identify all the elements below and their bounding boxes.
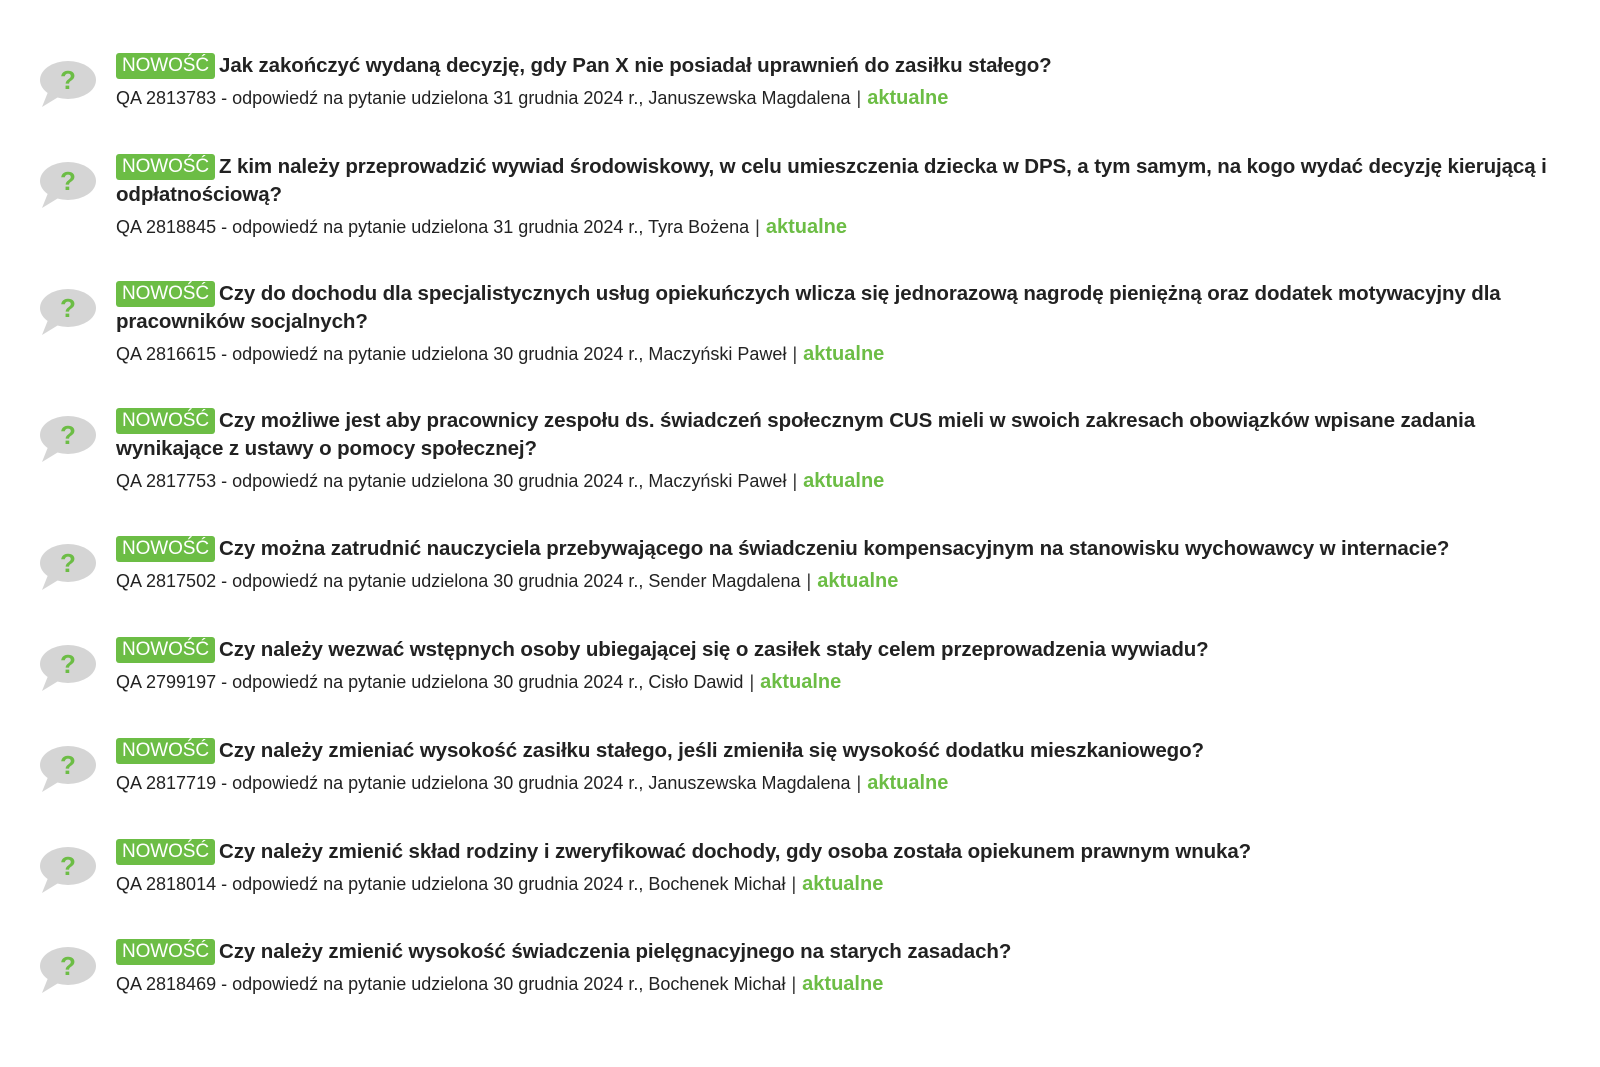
qa-body bbox=[116, 838, 1580, 897]
question-title-link[interactable] bbox=[116, 52, 1580, 80]
question-title-link[interactable] bbox=[116, 280, 1580, 336]
new-badge: NOWOŚĆ bbox=[116, 839, 215, 865]
new-badge: NOWOŚĆ bbox=[116, 939, 215, 965]
new-badge: NOWOŚĆ bbox=[116, 408, 215, 434]
question-title-link[interactable] bbox=[116, 737, 1580, 765]
meta-separator: | bbox=[806, 571, 812, 591]
svg-text:?: ? bbox=[60, 293, 76, 323]
question-title-text[interactable]: Czy można zatrudnić nauczyciela przebywającego na świadczeniu kompensacyjnym na stanowisku wychowawcy w internacie? bbox=[219, 537, 1450, 560]
question-title-text[interactable]: Czy możliwe jest aby pracownicy zespołu ds. świadczeń społecznym CUS mieli w swoich zakresach obowiązków wpisane zadania wynikające z ustawy o pomocy społecznej? bbox=[116, 409, 1475, 460]
answer-meta-text: QA 2818014 - odpowiedź na pytanie udzielona 30 grudnia 2024 r., Bochenek Michał bbox=[116, 874, 786, 894]
svg-text:?: ? bbox=[60, 420, 76, 450]
status-link[interactable]: aktualne bbox=[867, 772, 949, 794]
answer-meta-text: QA 2818845 - odpowiedź na pytanie udzielona 31 grudnia 2024 r., Tyra Bożena bbox=[116, 217, 750, 237]
question-title-text[interactable]: Czy należy zmienić wysokość świadczenia pielęgnacyjnego na starych zasadach? bbox=[219, 940, 1012, 963]
new-badge: NOWOŚĆ bbox=[116, 53, 215, 79]
answer-meta-text: QA 2818469 - odpowiedź na pytanie udzielona 30 grudnia 2024 r., Bochenek Michał bbox=[116, 974, 786, 994]
question-bubble-icon bbox=[38, 944, 100, 998]
new-badge: NOWOŚĆ bbox=[116, 637, 215, 663]
answer-meta bbox=[116, 341, 1580, 367]
meta-separator: | bbox=[792, 471, 798, 491]
status-link[interactable]: aktualne bbox=[803, 470, 885, 492]
meta-separator: | bbox=[755, 217, 760, 237]
svg-text:?: ? bbox=[60, 548, 76, 578]
question-title-text[interactable]: Z kim należy przeprowadzić wywiad środowiskowy, w celu umieszczenia dziecka w DPS, a tym samym, na kogo wydać decyzję kierującą i odpłatnościową? bbox=[116, 155, 1547, 206]
qa-body bbox=[116, 938, 1580, 997]
question-bubble-icon bbox=[38, 642, 100, 696]
meta-separator: | bbox=[856, 88, 862, 108]
svg-text:?: ? bbox=[60, 649, 76, 679]
question-bubble-icon bbox=[38, 541, 100, 595]
answer-meta-text: QA 2817502 - odpowiedź na pytanie udzielona 30 grudnia 2024 r., Sender Magdalena bbox=[116, 571, 801, 591]
new-badge: NOWOŚĆ bbox=[116, 536, 215, 562]
question-bubble-icon bbox=[38, 743, 100, 797]
answer-meta bbox=[116, 871, 1580, 897]
meta-separator: | bbox=[791, 874, 797, 894]
meta-separator: | bbox=[791, 974, 797, 994]
question-title-link[interactable] bbox=[116, 636, 1580, 664]
answer-meta bbox=[116, 669, 1580, 695]
status-link[interactable]: aktualne bbox=[817, 570, 899, 592]
question-title-link[interactable] bbox=[116, 838, 1580, 866]
status-link[interactable]: aktualne bbox=[765, 216, 847, 238]
question-title-text[interactable]: Czy należy zmienić skład rodziny i zweryfikować dochody, gdy osoba została opiekunem prawnym wnuka? bbox=[219, 840, 1252, 863]
qa-body bbox=[116, 52, 1580, 111]
new-badge: NOWOŚĆ bbox=[116, 281, 215, 307]
answer-meta bbox=[116, 568, 1580, 594]
answer-meta-text: QA 2813783 - odpowiedź na pytanie udzielona 31 grudnia 2024 r., Januszewska Magdalena bbox=[116, 88, 851, 108]
qa-body bbox=[116, 153, 1580, 240]
answer-meta-text: QA 2816615 - odpowiedź na pytanie udzielona 30 grudnia 2024 r., Maczyński Paweł bbox=[116, 344, 787, 364]
meta-separator: | bbox=[749, 672, 755, 692]
status-link[interactable]: aktualne bbox=[802, 973, 884, 995]
status-link[interactable]: aktualne bbox=[760, 671, 842, 693]
svg-text:?: ? bbox=[60, 951, 76, 981]
svg-text:?: ? bbox=[60, 65, 76, 95]
question-title-text[interactable]: Jak zakończyć wydaną decyzję, gdy Pan X nie posiadał uprawnień do zasiłku stałego? bbox=[219, 54, 1052, 77]
status-link[interactable]: aktualne bbox=[803, 343, 885, 365]
status-link[interactable]: aktualne bbox=[802, 873, 884, 895]
question-title-text[interactable]: Czy należy zmieniać wysokość zasiłku stałego, jeśli zmieniła się wysokość dodatku mieszkaniowego? bbox=[219, 739, 1204, 762]
svg-text:?: ? bbox=[60, 750, 76, 780]
question-title-link[interactable] bbox=[116, 407, 1580, 463]
question-bubble-icon bbox=[38, 413, 100, 467]
answer-meta bbox=[116, 770, 1580, 796]
qa-body bbox=[116, 280, 1580, 367]
answer-meta bbox=[116, 971, 1580, 997]
status-link[interactable]: aktualne bbox=[867, 87, 949, 109]
question-bubble-icon bbox=[38, 58, 100, 112]
qa-body bbox=[116, 737, 1580, 796]
qa-body bbox=[116, 636, 1580, 695]
answer-meta-text: QA 2799197 - odpowiedź na pytanie udzielona 30 grudnia 2024 r., Cisło Dawid bbox=[116, 672, 744, 692]
qa-body bbox=[116, 407, 1580, 494]
question-title-text[interactable]: Czy należy wezwać wstępnych osoby ubiegającej się o zasiłek stały celem przeprowadzenia wywiadu? bbox=[219, 638, 1209, 661]
question-title-text[interactable]: Czy do dochodu dla specjalistycznych usług opiekuńczych wlicza się jednorazową nagrodę pieniężną oraz dodatek motywacyjny dla pracowników socjalnych? bbox=[116, 282, 1501, 333]
svg-text:?: ? bbox=[60, 166, 76, 196]
question-title-link[interactable] bbox=[116, 535, 1580, 563]
qa-body bbox=[116, 535, 1580, 594]
new-badge: NOWOŚĆ bbox=[116, 738, 215, 764]
question-bubble-icon bbox=[38, 844, 100, 898]
question-title-link[interactable] bbox=[116, 938, 1580, 966]
answer-meta bbox=[116, 468, 1580, 494]
new-badge: NOWOŚĆ bbox=[116, 154, 215, 180]
question-title-link[interactable] bbox=[116, 153, 1580, 209]
svg-text:?: ? bbox=[60, 851, 76, 881]
meta-separator: | bbox=[792, 344, 798, 364]
question-bubble-icon bbox=[38, 159, 100, 213]
answer-meta bbox=[116, 214, 1580, 240]
meta-separator: | bbox=[856, 773, 862, 793]
question-bubble-icon bbox=[38, 286, 100, 340]
answer-meta bbox=[116, 85, 1580, 111]
answer-meta-text: QA 2817719 - odpowiedź na pytanie udzielona 30 grudnia 2024 r., Januszewska Magdalena bbox=[116, 773, 851, 793]
answer-meta-text: QA 2817753 - odpowiedź na pytanie udzielona 30 grudnia 2024 r., Maczyński Paweł bbox=[116, 471, 787, 491]
